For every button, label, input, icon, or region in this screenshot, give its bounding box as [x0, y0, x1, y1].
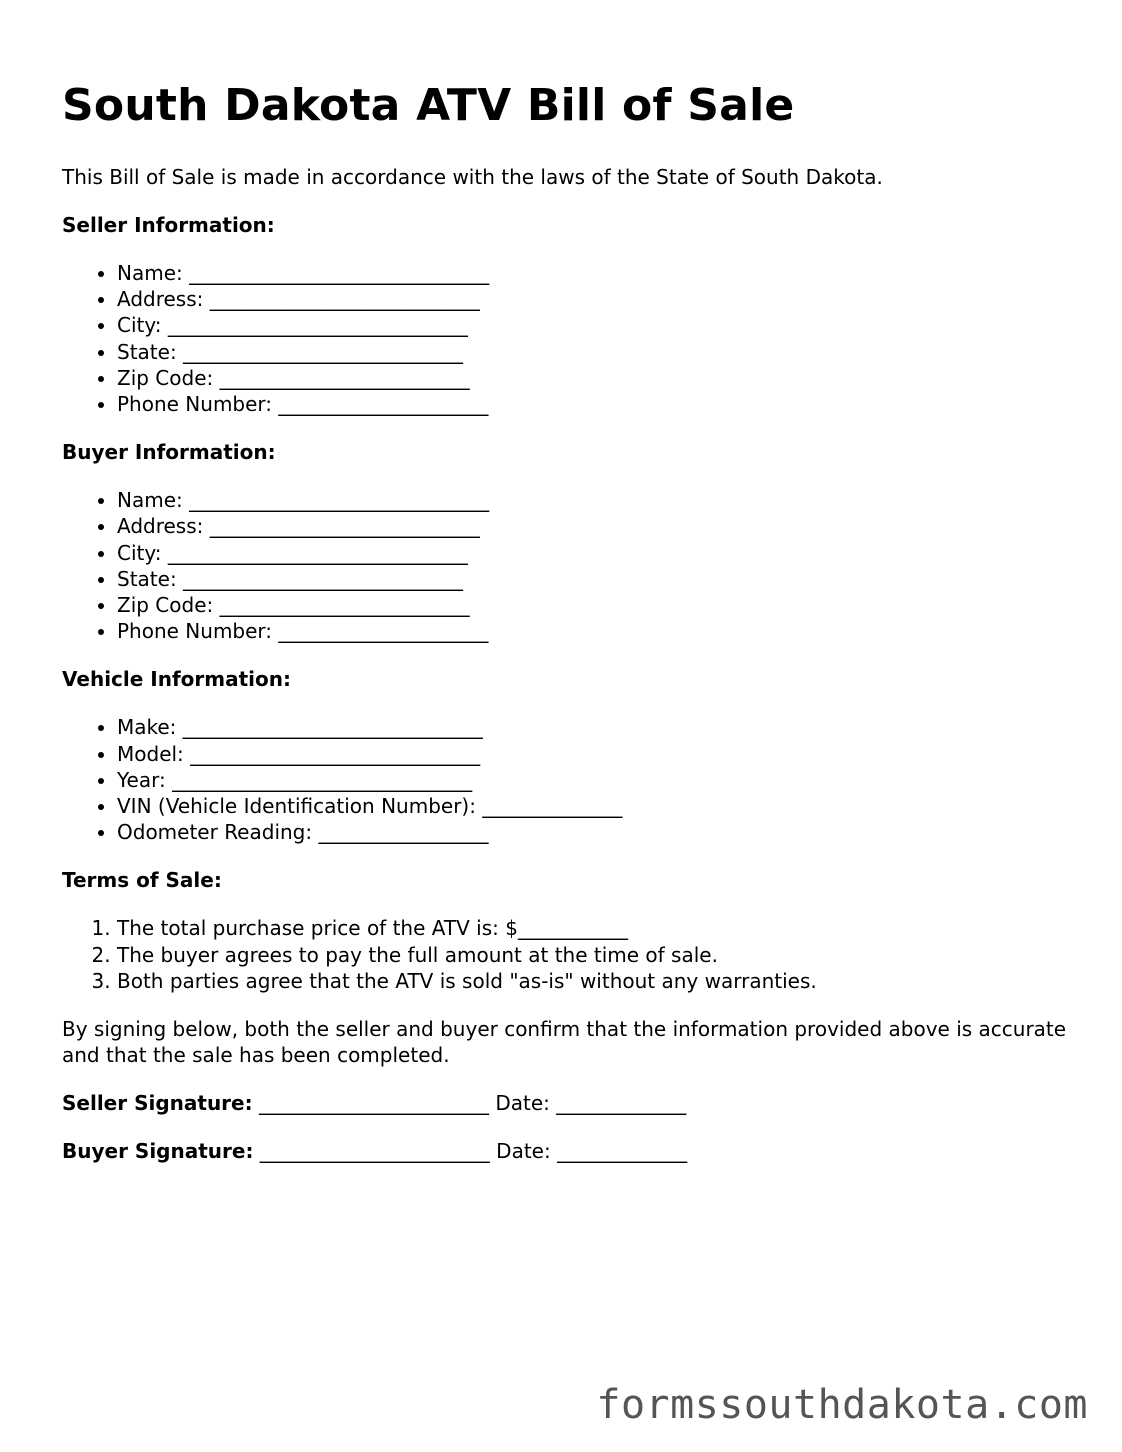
vehicle-vin-field[interactable]: • VIN (Vehicle Identification Number): ______________	[117, 793, 1072, 819]
seller-signature-line[interactable]	[62, 1090, 1072, 1116]
seller-heading: Seller Information:	[62, 213, 275, 237]
seller-phone-field[interactable]: • Phone Number: _____________________	[117, 391, 1072, 417]
seller-list	[62, 260, 1072, 417]
vehicle-make-field[interactable]: • Make: ______________________________	[117, 714, 1072, 740]
seller-name-field[interactable]: • Name: ______________________________	[117, 260, 1072, 286]
document-title: South Dakota ATV Bill of Sale	[62, 80, 795, 131]
terms-heading: Terms of Sale:	[62, 868, 222, 893]
buyer-address-field[interactable]: • Address: ___________________________	[117, 513, 1072, 539]
seller-signature-blank[interactable]: _______________________ Date: _____________	[252, 1091, 687, 1116]
buyer-signature-line[interactable]	[62, 1138, 1072, 1164]
terms-list	[62, 915, 1072, 994]
vehicle-heading: Vehicle Information:	[62, 667, 291, 692]
document-page	[62, 78, 1072, 1164]
closing-paragraph: By signing below, both the seller and buyer confirm that the information provided above is accurate and that the sale has been completed.	[62, 1017, 1067, 1068]
buyer-signature-label: Buyer Signature:	[62, 1139, 254, 1164]
seller-address-field[interactable]: • Address: ___________________________	[117, 286, 1072, 312]
terms-as-is-item: 3. Both parties agree that the ATV is sold "as-is" without any warranties.	[117, 968, 1072, 994]
buyer-state-field[interactable]: • State: ____________________________	[117, 566, 1072, 592]
seller-state-field[interactable]: • State: ____________________________	[117, 339, 1072, 365]
vehicle-year-field[interactable]: • Year: ______________________________	[117, 767, 1072, 793]
buyer-name-field[interactable]: • Name: ______________________________	[117, 487, 1072, 513]
terms-price-item[interactable]: 1. The total purchase price of the ATV is: $___________	[117, 915, 1072, 941]
buyer-signature-blank[interactable]: _______________________ Date: _____________	[253, 1139, 688, 1164]
terms-payment-item: 2. The buyer agrees to pay the full amount at the time of sale.	[117, 942, 1072, 968]
vehicle-model-field[interactable]: • Model: _____________________________	[117, 741, 1072, 767]
seller-city-field[interactable]: • City: ______________________________	[117, 312, 1072, 338]
footer-watermark: formssouthdakota.com	[596, 1382, 1088, 1428]
vehicle-list	[62, 714, 1072, 845]
vehicle-odometer-field[interactable]: • Odometer Reading: _________________	[117, 819, 1072, 845]
buyer-list	[62, 487, 1072, 644]
buyer-zip-field[interactable]: • Zip Code: _________________________	[117, 592, 1072, 618]
buyer-city-field[interactable]: • City: ______________________________	[117, 540, 1072, 566]
seller-zip-field[interactable]: • Zip Code: _________________________	[117, 365, 1072, 391]
buyer-heading: Buyer Information:	[62, 440, 276, 465]
seller-signature-label: Seller Signature:	[62, 1091, 253, 1116]
intro-paragraph: This Bill of Sale is made in accordance with the laws of the State of South Dakota.	[62, 165, 883, 189]
buyer-phone-field[interactable]: • Phone Number: _____________________	[117, 618, 1072, 644]
